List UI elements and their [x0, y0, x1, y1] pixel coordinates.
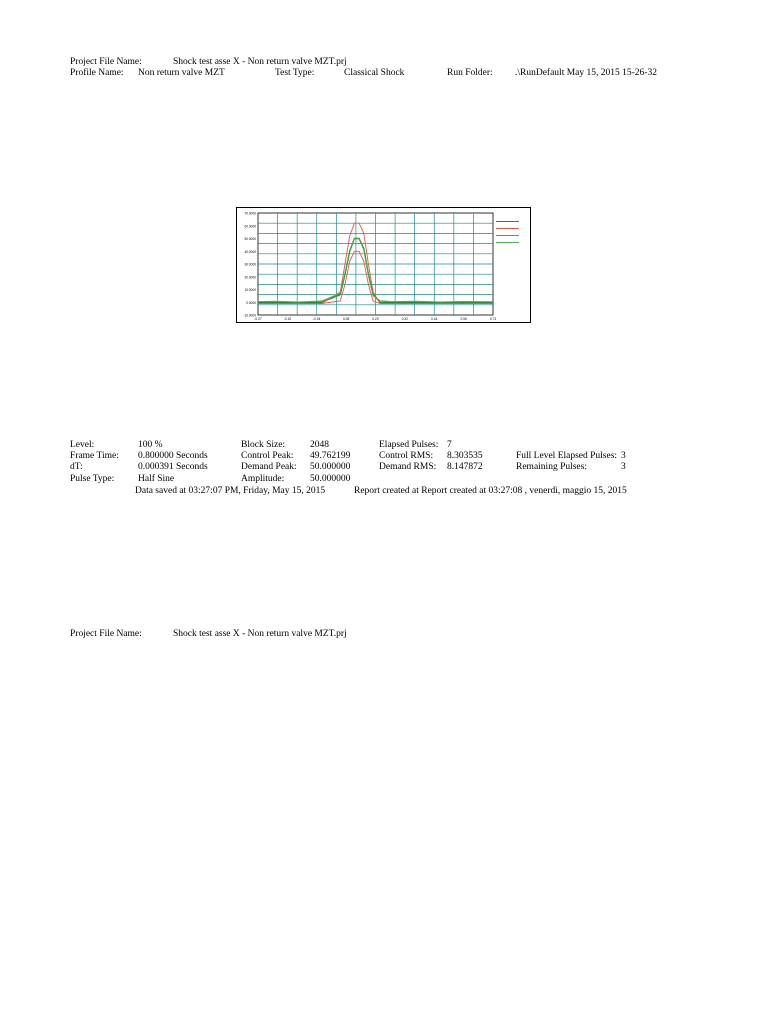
remaining-pulses-label: Remaining Pulses: — [516, 462, 587, 472]
pulse-type-value: Half Sine — [138, 474, 175, 484]
x-tick-label: 0.73 — [489, 317, 497, 321]
x-tick-label: 0.56 — [460, 317, 467, 321]
demand-peak-value: 50.000000 — [310, 462, 351, 472]
elapsed-pulses-value: 7 — [447, 440, 452, 450]
dt-value: 0.000391 Seconds — [138, 462, 208, 472]
amplitude-value: 50.000000 — [310, 474, 351, 484]
y-tick-label: 0.0000 — [246, 300, 256, 305]
y-tick-label: 30.0000 — [244, 262, 256, 267]
project-file-value-2: Shock test asse X - Non return valve MZT.prj — [173, 629, 347, 639]
project-file-value: Shock test asse X - Non return valve MZT.prj — [173, 57, 347, 67]
y-tick-label: 60.0000 — [244, 224, 256, 229]
elapsed-pulses-label: Elapsed Pulses: — [379, 440, 439, 450]
profile-name-value: Non return valve MZT — [138, 68, 225, 78]
level-label: Level: — [70, 440, 95, 450]
test-type-value: Classical Shock — [344, 68, 405, 78]
pulse-type-label: Pulse Type: — [70, 474, 115, 484]
frame-time-label: Frame Time: — [70, 451, 119, 461]
shock-chart-svg — [236, 207, 531, 323]
control-peak-value: 49.762199 — [310, 451, 351, 461]
control-rms-value: 8.303535 — [447, 451, 483, 461]
x-tick-label: -0.27 — [254, 317, 262, 321]
x-tick-label: -0.04 — [313, 317, 321, 321]
x-tick-label: 0.08 — [343, 317, 350, 321]
profile-name-label: Profile Name: — [70, 68, 124, 78]
block-size-label: Block Size: — [241, 440, 286, 450]
frame-time-value: 0.800000 Seconds — [138, 451, 208, 461]
y-tick-label: -10.0000 — [243, 313, 256, 318]
test-type-label: Test Type: — [275, 68, 315, 78]
x-tick-label: 0.44 — [431, 317, 438, 321]
level-value: 100 % — [138, 440, 163, 450]
demand-rms-value: 8.147872 — [447, 462, 483, 472]
block-size-value: 2048 — [310, 440, 329, 450]
control-peak-label: Control Peak: — [241, 451, 294, 461]
project-file-label: Project File Name: — [70, 57, 142, 67]
demand-peak-label: Demand Peak: — [241, 462, 297, 472]
y-tick-label: 20.0000 — [244, 275, 256, 280]
x-tick-label: 0.32 — [401, 317, 408, 321]
remaining-pulses-value: 3 — [621, 462, 626, 472]
amplitude-label: Amplitude: — [241, 474, 285, 484]
run-folder-label: Run Folder: — [447, 68, 493, 78]
demand-rms-label: Demand RMS: — [379, 462, 437, 472]
control-rms-label: Control RMS: — [379, 451, 434, 461]
y-tick-label: 40.0000 — [244, 249, 256, 254]
dt-label: dT: — [70, 462, 83, 472]
full-level-pulses-label: Full Level Elapsed Pulses: — [516, 451, 618, 461]
report-created-text: Report created at Report created at 03:27:08 , venerdì, maggio 15, 2015 — [354, 486, 627, 496]
x-tick-label: -0.15 — [283, 317, 292, 321]
y-tick-label: 70.0000 — [244, 211, 256, 216]
x-tick-label: 0.20 — [372, 317, 379, 321]
y-tick-label: 10.0000 — [244, 288, 256, 292]
project-file-label-2: Project File Name: — [70, 629, 142, 639]
data-saved-text: Data saved at 03:27:07 PM, Friday, May 15, 2015 — [135, 486, 326, 496]
shock-chart — [236, 207, 531, 323]
y-tick-label: 50.0000 — [244, 237, 256, 241]
run-folder-value: .\RunDefault May 15, 2015 15-26-32 — [515, 68, 657, 78]
full-level-pulses-value: 3 — [621, 451, 626, 461]
